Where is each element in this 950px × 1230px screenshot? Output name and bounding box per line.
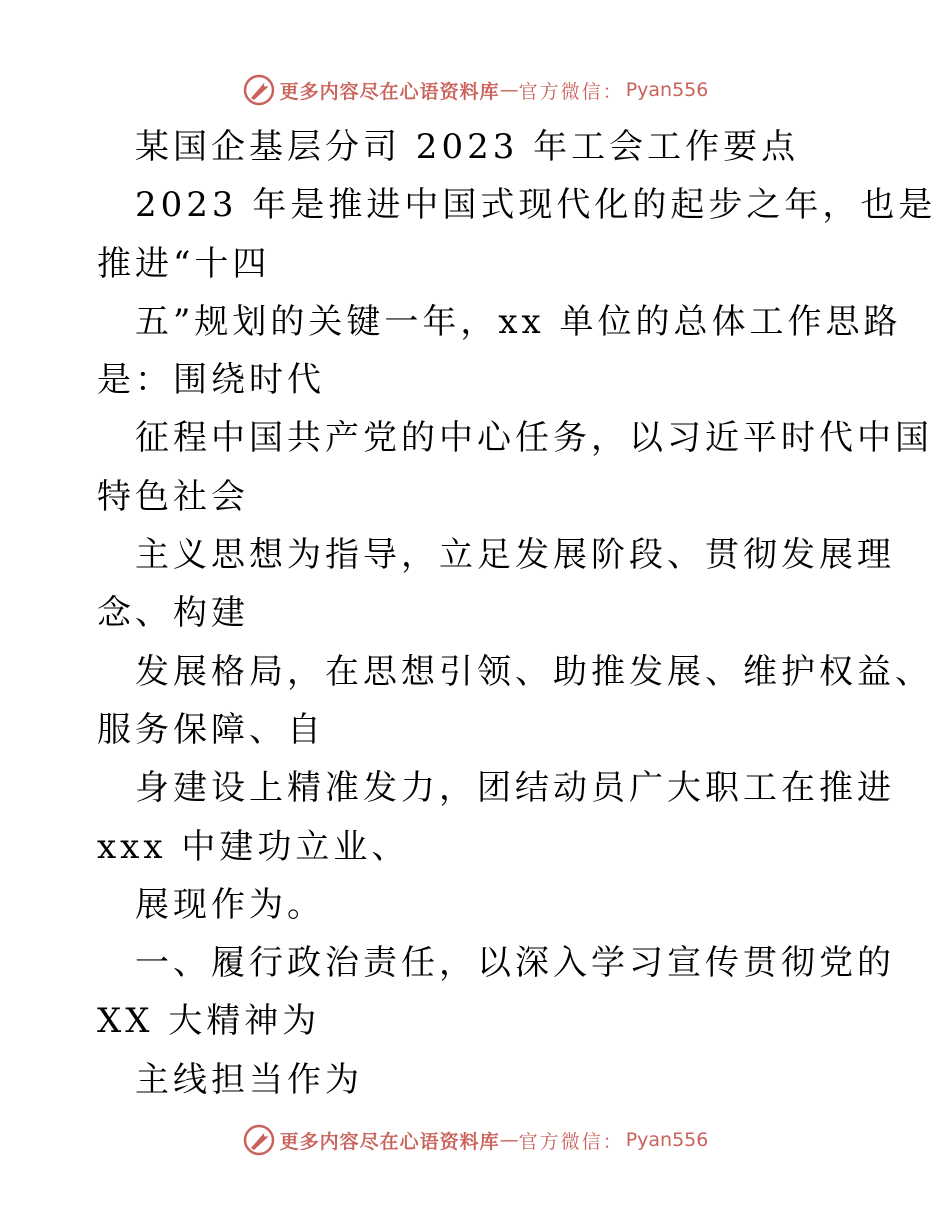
doc-line-section-heading: 一、履行政治责任，以深入学习宣传贯彻党的 <box>135 943 895 984</box>
doc-line: 主义思想为指导，立足发展阶段、贯彻发展理 <box>135 535 895 576</box>
watermark-footer <box>0 1120 950 1160</box>
doc-line-title: 某国企基层分司 2023 年工会工作要点 <box>135 127 800 167</box>
doc-line: 是：围绕时代 <box>97 360 325 401</box>
doc-line: 五”规划的关键一年，xx 单位的总体工作思路 <box>135 301 902 342</box>
watermark-dash: — <box>499 1129 519 1151</box>
pen-nib-icon <box>242 1123 276 1157</box>
doc-line: 展现作为。 <box>135 884 325 925</box>
watermark-site: 更多内容尽在心语资料库 <box>279 80 500 103</box>
document-body <box>97 118 937 1109</box>
doc-line: 念、构建 <box>97 593 249 634</box>
doc-line: 发展格局，在思想引领、助推发展、维护权益、 <box>135 651 933 692</box>
doc-line: xxx 中建功立业、 <box>97 826 410 867</box>
doc-line: 征程中国共产党的中心任务，以习近平时代中国 <box>135 418 933 459</box>
doc-line: 2023 年是推进中国式现代化的起步之年，也是 <box>135 185 937 226</box>
doc-line: 身建设上精准发力，团结动员广大职工在推进 <box>135 768 895 809</box>
pen-nib-icon <box>242 73 276 107</box>
doc-line: 特色社会 <box>97 476 249 517</box>
doc-line: 服务保障、自 <box>97 709 325 750</box>
doc-line: XX 大精神为 <box>97 1001 321 1042</box>
watermark-account: Pyan556 <box>625 1129 709 1151</box>
watermark-account: Pyan556 <box>625 79 709 101</box>
doc-line: 推进“十四 <box>97 243 271 284</box>
watermark-site: 更多内容尽在心语资料库 <box>279 1130 500 1153</box>
watermark-label: 官方微信： <box>518 80 624 103</box>
watermark-dash: — <box>499 79 519 101</box>
watermark-label: 官方微信： <box>518 1130 624 1153</box>
watermark-header <box>0 70 950 110</box>
doc-line: 主线担当作为 <box>135 1059 363 1100</box>
